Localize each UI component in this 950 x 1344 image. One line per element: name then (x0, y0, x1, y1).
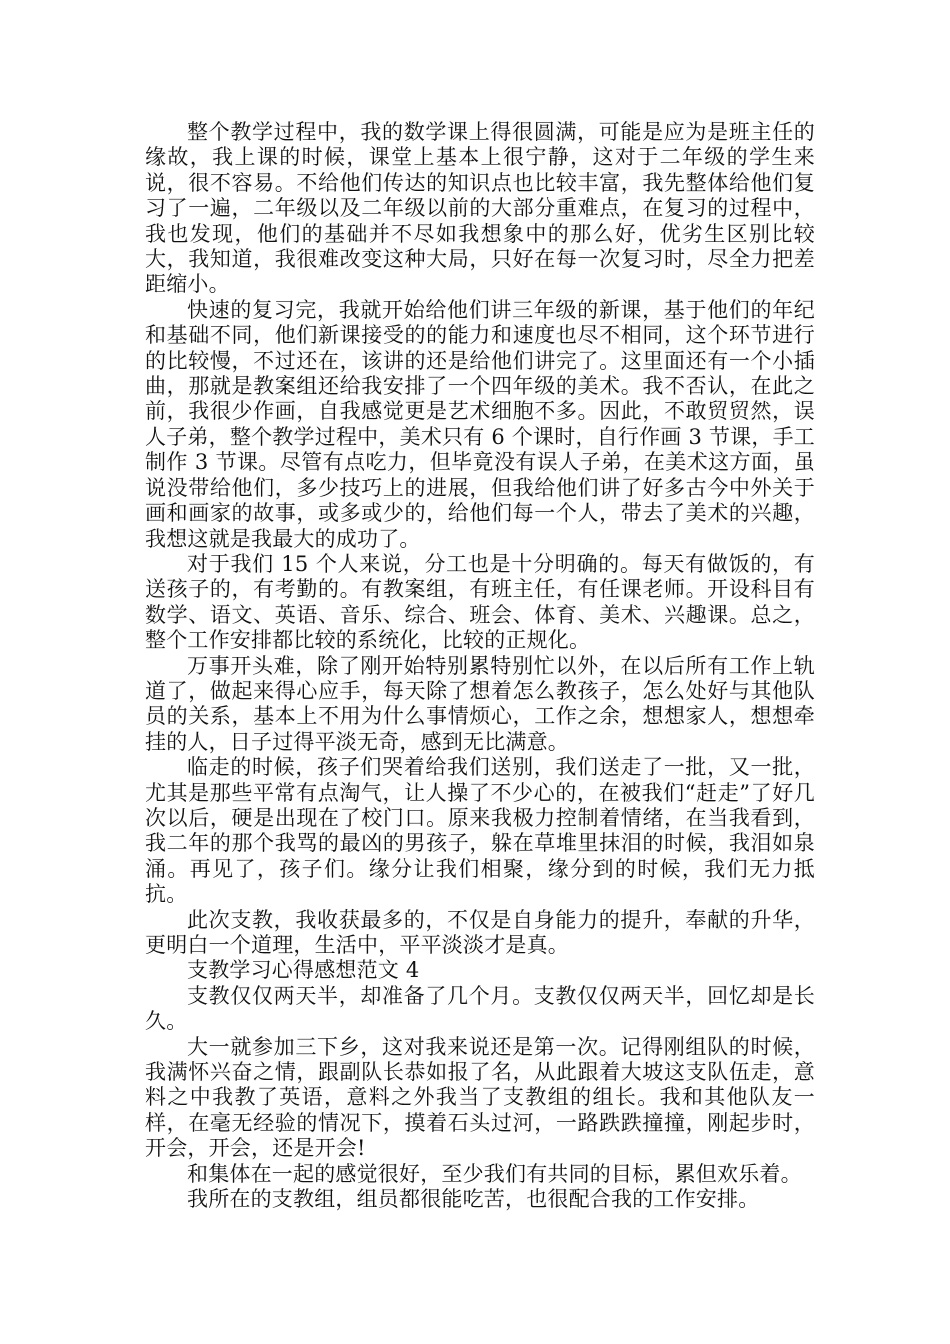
document-body (145, 120, 815, 1212)
paragraph-conclusion: 此次支教，我收获最多的，不仅是自身能力的提升，奉献的升华，更明白一个道理，生活中，平平淡淡才是真。 (145, 907, 815, 957)
paragraph-teaching-group: 我所在的支教组，组员都很能吃苦，也很配合我的工作安排。 (187, 1187, 760, 1212)
section-heading: 支教学习心得感想范文 4 (187, 958, 420, 983)
paragraph-two-and-half-days: 支教仅仅两天半，却准备了几个月。支教仅仅两天半，回忆却是长久。 (145, 983, 815, 1034)
paragraph-division-of-labor: 对于我们 15 个人来说，分工也是十分明确的。每天有做饭的，有送孩子的，有考勤的。有教案组，有班主任，有任课老师。开设科目有数学、语文、英语、音乐、综合、班会、体育、美术、兴趣课。总之，整个工作安排都比较的系统化，比较的正规化。 (145, 551, 815, 653)
paragraph-teaching-process: 整个教学过程中，我的数学课上得很圆满，可能是应为是班主任的缘故，我上课的时候，课堂上基本上很宁静，这对于二年级的学生来说，很不容易。不给他们传达的知识点也比较丰富，我先整体给他们复习了一遍，二年级以及二年级以前的大部分重难点，在复习的过程中，我也发现，他们的基础并不尽如我想象中的那么好，优劣生区别比较大，我知道，我很难改变这种大局，只好在每一次复习时，尽全力把差距缩小。 (145, 120, 815, 297)
paragraph-farewell: 临走的时候，孩子们哭着给我们送别，我们送走了一批，又一批，尤其是那些平常有点淘气，让人操了不少心的，在被我们“赶走”了好几次以后，硬是出现在了校门口。原来我极力控制着情绪，在当我看到，我二年的那个我骂的最凶的男孩子，躲在草堆里抹泪的时候，我泪如泉涌。再见了，孩子们。缘分让我们相聚，缘分到的时候，我们无力抵抗。 (145, 755, 815, 907)
paragraph-getting-started: 万事开头难，除了刚开始特别累特别忙以外，在以后所有工作上轨道了，做起来得心应手，每天除了想着怎么教孩子，怎么处好与其他队员的关系，基本上不用为什么事情烦心，工作之余，想想家人，想想牵挂的人，日子过得平淡无奇，感到无比满意。 (145, 653, 815, 754)
paragraph-first-time-volunteering: 大一就参加三下乡，这对我来说还是第一次。记得刚组队的时候，我满怀兴奋之情，跟副队长恭如报了名，从此跟着大坡这支队伍走，意料之中我教了英语，意料之外我当了支教组的组长。我和其他队友一样，在毫无经验的情况下，摸着石头过河，一路跌跌撞撞，刚起步时，开会，开会，还是开会! (145, 1034, 815, 1161)
paragraph-review-and-art-class: 快速的复习完，我就开始给他们讲三年级的新课，基于他们的年纪和基础不同，他们新课接受的的能力和速度也尽不相同，这个环节进行的比较慢，不过还在，该讲的还是给他们讲完了。这里面还有一个小插曲，那就是教案组还给我安排了一个四年级的美术。我不否认，在此之前，我很少作画，自我感觉更是艺术细胞不多。因此，不敢贸贸然，误人子弟，整个教学过程中，美术只有 6 个课时，自行作画 3 节课，手工制作 3 节课。尽管有点吃力，但毕竟没有误人子弟，在美术这方面，虽说没带给他们，多少技巧上的进展，但我给他们讲了好多古今中外关于画和画家的故事，或多或少的，给他们每一个人，带去了美术的兴趣，我想这就是我最大的成功了。 (145, 297, 815, 551)
paragraph-team-feeling: 和集体在一起的感觉很好，至少我们有共同的目标，累但欢乐着。 (187, 1161, 802, 1186)
